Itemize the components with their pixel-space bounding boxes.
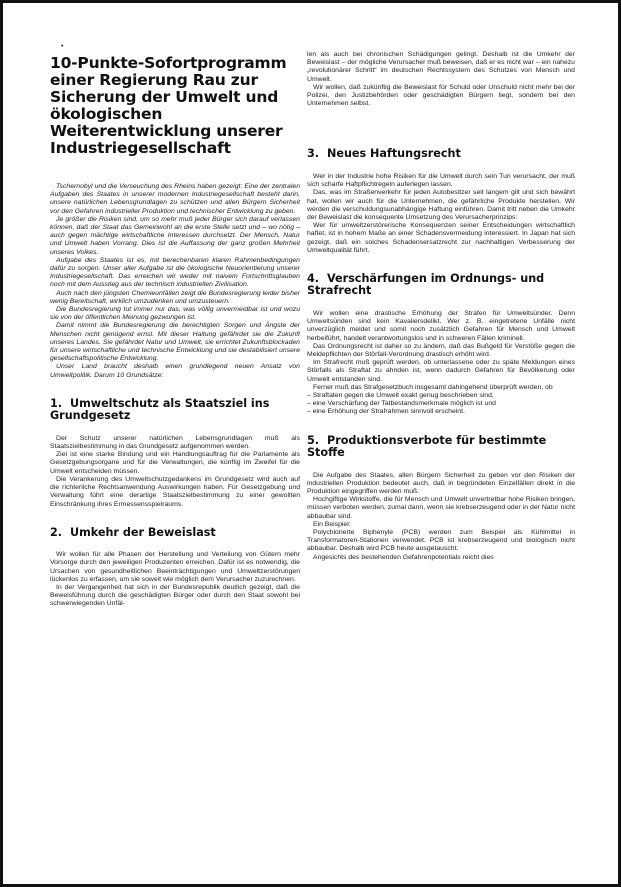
section-body-3 (307, 173, 575, 255)
section-body-4 (307, 310, 575, 417)
paragraph: Ein Beispiel: (313, 520, 351, 528)
section-heading-1 (50, 398, 300, 423)
section-title: Umweltschutz als Staatsziel ins Grundgesetz (50, 396, 270, 423)
intro-paragraph: Tschernobyl und die Verseuchung des Rheins haben gezeigt: Eine der zentralen Aufgaben des Staates in unserer modernen Industriegesellschaft besteht darin, unsere natürlichen Lebensgrundlagen zu schützen und allen Bürgern Sicherheit vor den Gefahren industrieller Produktion und technischer Entwicklung zu geben. (50, 183, 300, 215)
paragraph: Wir wollen für alle Phasen der Herstellung und Verteilung von Gütern mehr Vorsorge durch den jeweiligen Produzenten erreichen. Dafür ist es notwendig, die Ursachen von gesundheitlichen Beeinträchtigungen und Umweltzerstörungen lückenlos zu erfassen, um sie soweit wie möglich dem Verursacher zuzurechnen. (50, 551, 300, 583)
intro-paragraph: Aufgabe des Staates ist es, mit berechenbaren klaren Rahmenbedingungen dafür zu sorgen. Unser aller Aufgabe ist die ökologische Neuorientierung unserer Industriegesellschaft. Das erreichen wir weder mit naivem Fortschrittsglauben noch mit dem Ausstieg aus der technisch industriellen Zivilisation. (50, 256, 300, 289)
paragraph: Polychlorierte Biphenyle (PCB) werden zum Beispiel als Kühlmittel in Transformatoren-Stationen verwendet. PCB ist krebserzeugend und biologisch nicht abbaubar. Deshalb wird PCB heute ausgetauscht. (307, 529, 575, 553)
paragraph: Der Schutz unserer natürlichen Lebensgrundlagen muß als Staatszielbestimmung in das Grundgesetz aufgenommen werden. (50, 434, 300, 451)
paragraph: Wer in der Industrie hohe Risiken für die Umwelt durch sein Tun verursacht, der muß sich scharfe Haftpflichtregeln auferlegen lassen. (307, 172, 575, 189)
paragraph: Ferner muß das Strafgesetzbuch insgesamt dahingehend überprüft werden, ob (313, 383, 553, 391)
section-title: Verschärfungen im Ordnungs- und Strafrecht (307, 271, 545, 298)
section-body-1 (50, 435, 300, 509)
section-heading-2 (50, 527, 300, 540)
paragraph: Die Verankerung des Umweltschutzgedankens im Grundgesetz wird auch auf die richterliche Rechtsanwendung Auswirkungen haben. Für Gesetzgebung und Verwaltung führt eine derartige Staatszielbestimmung zu einer gewollten Einschränkung ihres Ermessensspielraums. (50, 475, 300, 508)
paragraph: Das, was im Straßenverkehr für jeden Autobesitzer seit langem gilt und sich bewährt hat, wollen wir auch für die Unternehmen, die gefährliche Produkte herstellen. Wir werden die verschuldungsunabhängige Haftung einführen. Damit tritt neben die Umkehr der Beweislast die konsequente Umsetzung des Verursacherprinzips: (307, 189, 575, 221)
section-number: 4. (307, 271, 320, 285)
left-column (50, 55, 300, 875)
intro-text (50, 183, 300, 380)
section-title: Neues Haftungsrecht (327, 147, 461, 161)
section-heading-3 (307, 148, 575, 161)
section-heading-4 (307, 273, 575, 298)
section-body-2 (50, 551, 300, 608)
section-number: 5. (307, 433, 320, 447)
section-title: Umkehr der Beweislast (70, 525, 216, 539)
paragraph: Das Ordnungsrecht ist daher so zu ändern, daß das Bußgeld für Verstöße gegen die Meldepflichten der Störfall-Verordnung drastisch erhöht wird. (307, 342, 575, 358)
section-heading-5 (307, 435, 575, 460)
criteria-list (307, 392, 575, 417)
punch-mark: • (61, 43, 64, 50)
section-number: 3. (307, 147, 320, 161)
document-title: 10-Punkte-Sofortprogramm einer Regierung Rau zur Sicherung der Umwelt und ökologischen Weiterentwicklung unserer Industriegesellschaft (50, 55, 287, 157)
intro-paragraph: Je größer die Risiken sind, um so mehr muß jeder Bürger sich darauf verlassen können, daß der Staat das Gemeinwohl an die erste Stelle setzt und – wo nötig – auch gegen mächtige wirtschaftliche Interessen durchsetzt. Der Mensch, Natur und Umwelt haben Vorrang. Dies ist die Auffassung der ganz großen Mehrheit unseres Volkes. (50, 215, 300, 256)
paragraph: Die Aufgabe des Staates, allen Bürgern Sicherheit zu geben vor den Risiken der industriellen Produktion bedeutet auch, daß in begründeten Einzelfällen direkt in die Produktion eingegriffen werden muß. (307, 471, 575, 495)
paragraph: Hochgiftige Wirkstoffe, die für Mensch und Umwelt unvertretbar hohe Risiken bringen, müssen verboten werden, zumal dann, wenn sie krebserzeugend oder in der Natur nicht abbaubar sind. (307, 496, 575, 520)
right-column (307, 51, 575, 879)
section-body-5 (307, 472, 575, 562)
list-item: – eine Verschärfung der Tatbestandsmerkmale möglich ist und (307, 400, 575, 408)
intro-paragraph: Unser Land braucht deshalb einen grundlegend neuen Ansatz von Umweltpolitik. Darum 10 Grundsätze: (50, 363, 300, 379)
section-number: 1. (50, 396, 63, 410)
intro-paragraph: Auch nach den jüngsten Chemieunfällen zeigt die Bundesregierung leider bisher wenig Bereitschaft, wirklich umzudenken und umzusteuern. (50, 289, 300, 305)
list-item: – Straftaten gegen die Umwelt exakt genug beschrieben sind, (307, 392, 575, 400)
paragraph: Angesichts des bestehenden Gefahrenpotentials reicht dies (313, 553, 494, 561)
intro-paragraph: Damit nimmt die Bundesregierung die berechtigten Sorgen und Ängste der Menschen nicht genügend ernst. Mit dieser Haltung gefährdet sie die Zukunft unseres Landes. Sie gefährdet Natur und Umwelt, sie errichtet Zukunftsblockaden für unsere wirtschaftliche und technische Entwicklung und sie destabilisiert unsere gesellschaftspolitische Entwicklung. (50, 322, 300, 363)
paragraph: Ziel ist eine starke Bindung und ein Handlungsauftrag für die Parlamente als Gesetzgebungsorgane und für die Verwaltungen, die künftig im Zweifel für die Umwelt entscheiden müssen. (50, 451, 300, 475)
paragraph: Wir wollen eine drastische Erhöhung der Strafen für Umweltsünder. Denn Umweltsünden sind kein Kavaliersdelikt. Wer z. B. eingetretene Unfälle nicht unverzüglich meldet und somit noch zusätzlich Gefahren für Mensch und Umwelt herbeiführt, handelt verantwortungslos und in schweren Fällen kriminell. (307, 309, 575, 342)
paragraph: Wir wollen, daß zukünftig die Beweislast für Schuld oder Unschuld nicht mehr bei der Polizei, den Justizbehörden oder geschädigten Bürgern liegt, sondern bei den Unternehmen selbst. (307, 83, 575, 108)
paragraph: In der Vergangenheit hat sich in der Bundesrepublik deutlich gezeigt, daß die Beweisführung durch die geschädigten Bürger oder durch den Staat sowohl bei schwerwiegenden Unfäl- (50, 584, 300, 608)
paragraph: len als auch bei chronischen Schädigungen gelingt. Deshalb ist die Umkehr der Beweislast – der mögliche Verursacher muß beweisen, daß er es nicht war – ein nahezu „revolutionärer Schritt“ im deutschen Rechtssystem des Schutzes von Mensch und Umwelt. (307, 51, 575, 83)
paragraph: Wer für umweltzerstörerische Konsequenzen seiner Entscheidungen wirtschaftlich haftet, ist in hohem Maße an einer Schadensvermeidung interessiert. In Japan hat sich gezeigt, daß ein solches Schadensersatzrecht zur nachhaltigen Verbesserung der Umweltqualität führt. (307, 222, 575, 254)
paragraph: Im Strafrecht muß geprüft werden, ob unterlassene oder zu späte Meldungen eines Störfalls als Straftat zu ahnden ist, wenn dadurch Gefahren für Bevölkerung oder Umwelt entstanden sind. (307, 359, 575, 383)
list-item: – eine Erhöhung der Strafrahmen sinnvoll erscheint. (307, 408, 575, 416)
section-number: 2. (50, 525, 63, 539)
intro-paragraph: Die Bundesregierung tut immer nur das, was völlig unvermeidbar ist und wozu sie von der öffentlichen Meinung gezwungen ist. (50, 306, 300, 322)
section-title: Produktionsverbote für bestimmte Stoffe (307, 433, 547, 460)
continued-text (307, 51, 575, 108)
